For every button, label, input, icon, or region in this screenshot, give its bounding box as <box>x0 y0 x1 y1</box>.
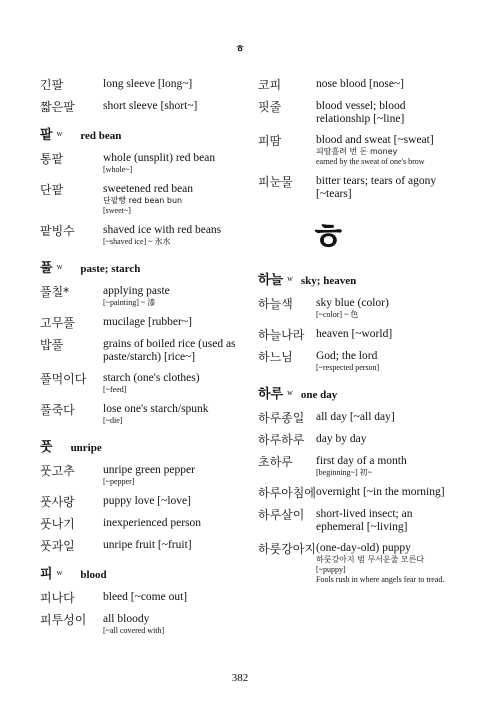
entry-note: [~puppy] <box>316 565 346 574</box>
entry-row <box>40 316 245 330</box>
headword-row <box>258 383 458 402</box>
entry-row <box>258 175 458 201</box>
entry-example: 피땀흘려 번 돈 money <box>316 147 398 156</box>
entry-row <box>40 100 245 114</box>
entry-gloss <box>103 224 245 247</box>
entry-row <box>40 338 245 364</box>
entry-gloss-text: bitter tears; tears of agony [~tears] <box>316 175 437 200</box>
entry-note: [~die] <box>103 416 123 425</box>
entry-note: [~respected person] <box>316 363 380 372</box>
headword: 팥 <box>40 128 53 143</box>
entry-gloss-text: starch (one's clothes) <box>103 372 200 384</box>
entry-row <box>258 433 458 447</box>
entry-gloss <box>316 134 458 167</box>
entry-gloss-text: shaved ice with red beans <box>103 224 222 236</box>
entry-gloss-text: (one-day-old) puppy <box>316 542 411 554</box>
entry-gloss <box>316 78 458 91</box>
entry-gloss <box>103 613 245 636</box>
entry-word: 하느님 <box>258 350 293 364</box>
entry-gloss-text: day by day <box>316 433 367 445</box>
entry-gloss <box>103 316 245 329</box>
entry-row <box>40 495 245 509</box>
entry-row <box>258 455 458 478</box>
word-type-marker: w <box>287 274 293 283</box>
entry-gloss <box>316 433 458 446</box>
right-column-bottom <box>258 269 458 585</box>
entry-gloss-text: nose blood [nose~] <box>316 78 404 90</box>
entry-gloss-text: lose one's starch/spunk <box>103 403 209 415</box>
entry-gloss-text: short-lived insect; an ephemeral [~living] <box>316 508 413 533</box>
entry-gloss-text: unripe fruit [~fruit] <box>103 539 192 551</box>
entry-row <box>258 411 458 425</box>
entry-gloss <box>103 403 245 426</box>
entry-word: 단팥 <box>40 183 64 197</box>
entry-word: 피눈물 <box>258 175 293 189</box>
word-type-marker: w <box>56 568 63 577</box>
entry-gloss <box>103 152 245 175</box>
entry-gloss-text: grains of boiled rice (used as paste/starch) [rice~] <box>103 338 236 363</box>
entry-gloss-text: applying paste <box>103 285 170 297</box>
entry-row <box>40 613 245 636</box>
entry-gloss-text: all bloody <box>103 613 150 625</box>
entry-gloss <box>316 411 458 424</box>
entry-word: 하루종일 <box>258 411 305 425</box>
entry-row <box>40 372 245 395</box>
entry-gloss <box>316 297 458 320</box>
entry-gloss-text: long sleeve [long~] <box>103 78 193 90</box>
entry-word: 긴팔 <box>40 78 64 92</box>
entry-example: 단팥빵 red bean bun <box>103 196 183 205</box>
entry-gloss-text: God; the lord <box>316 350 378 362</box>
entry-word: 핏줄 <box>258 100 282 114</box>
headword-row <box>40 257 245 276</box>
entry-word: 밥풀 <box>40 338 64 352</box>
right-column <box>258 78 458 593</box>
entry-example: 하룻강아지 범 무서운줄 모른다 <box>316 555 425 564</box>
entry-note: earned by the sweat of one's brow <box>316 157 425 166</box>
word-type-marker: w <box>56 262 63 271</box>
entry-word: 피땀 <box>258 134 282 148</box>
entry-gloss <box>316 175 458 201</box>
headword: 풀 <box>40 261 53 276</box>
headword-gloss: one day <box>300 389 338 401</box>
entry-gloss-text: whole (unsplit) red bean <box>103 152 216 164</box>
entry-gloss <box>316 328 458 341</box>
entry-gloss <box>103 285 245 308</box>
entry-gloss <box>103 517 245 530</box>
entry-word: 풀칠* <box>40 285 70 299</box>
entry-row <box>258 508 458 534</box>
entry-row <box>258 78 458 92</box>
headword: 하루 <box>258 387 284 402</box>
entry-row <box>40 464 245 487</box>
entry-note: [~shaved ice] ~ 氷水 <box>103 237 171 246</box>
entry-gloss <box>103 539 245 552</box>
entry-gloss <box>103 100 245 113</box>
entry-word: 하루아침에 <box>258 486 316 500</box>
entry-gloss-text: blood and sweat [~sweat] <box>316 134 434 146</box>
headword: 피 <box>40 567 53 582</box>
word-type-marker: w <box>56 129 63 138</box>
entry-row <box>258 100 458 126</box>
headword-gloss: unripe <box>70 442 102 454</box>
page-number: 382 <box>231 672 249 684</box>
headword-gloss: paste; starch <box>80 263 141 275</box>
entry-note: [~painting] ~ 漆 <box>103 298 156 307</box>
entry-row <box>40 78 245 92</box>
entry-note: [~color] ~ 色 <box>316 310 359 319</box>
entry-row <box>258 350 458 373</box>
entry-row <box>40 539 245 553</box>
left-column <box>40 78 245 644</box>
entry-gloss <box>316 100 458 126</box>
headword-gloss: blood <box>80 569 107 581</box>
entry-word: 피투성이 <box>40 613 87 627</box>
entry-word: 하루살이 <box>258 508 305 522</box>
headword-row <box>258 269 458 288</box>
entry-word: 통팥 <box>40 152 64 166</box>
right-column-top <box>258 78 458 201</box>
entry-gloss <box>103 372 245 395</box>
entry-gloss-text: heaven [~world] <box>316 328 393 340</box>
entry-word: 초하루 <box>258 455 293 469</box>
entry-row <box>40 224 245 247</box>
entry-word: 풋과일 <box>40 539 75 553</box>
entry-row <box>258 134 458 167</box>
entry-gloss-text: unripe green pepper <box>103 464 195 476</box>
headword: 풋 <box>40 440 53 455</box>
entry-gloss <box>103 495 245 508</box>
entry-note: [whole~] <box>103 165 133 174</box>
entry-note: [beginning~] 初~ <box>316 468 372 477</box>
entry-gloss-text: sweetened red bean <box>103 183 194 195</box>
entry-gloss-text: first day of a month <box>316 455 407 467</box>
word-type-marker: w <box>287 388 293 397</box>
entry-gloss <box>103 338 245 364</box>
entry-word: 풀죽다 <box>40 403 75 417</box>
entry-note: [~pepper] <box>103 477 135 486</box>
entry-row <box>258 486 458 500</box>
entry-row <box>40 591 245 605</box>
headword: 하늘 <box>258 273 284 288</box>
entry-word: 팥빙수 <box>40 224 75 238</box>
entry-gloss <box>316 508 458 534</box>
headword-row <box>40 436 245 455</box>
entry-note: [~all covered with] <box>103 626 165 635</box>
entry-gloss-text: bleed [~come out] <box>103 591 188 603</box>
entry-row <box>258 542 458 585</box>
entry-gloss-text: short sleeve [short~] <box>103 100 198 112</box>
entry-word: 풋나기 <box>40 517 75 531</box>
entry-word: 고무풀 <box>40 316 75 330</box>
entry-gloss <box>103 78 245 91</box>
entry-row <box>40 285 245 308</box>
entry-gloss <box>316 486 458 499</box>
entry-row <box>40 152 245 175</box>
entry-gloss-text: inexperienced person <box>103 517 202 529</box>
entry-gloss <box>316 455 458 478</box>
headword-gloss: red bean <box>80 130 122 142</box>
entry-word: 풀먹이다 <box>40 372 87 386</box>
entry-gloss-text: blood vessel; blood relationship [~line] <box>316 100 406 125</box>
entry-example-translation: Fools rush in where angels fear to tread. <box>316 575 445 584</box>
page-header: ㅎ <box>235 44 245 55</box>
entry-word: 풋고추 <box>40 464 75 478</box>
entry-word: 하루하루 <box>258 433 305 447</box>
entry-word: 피나다 <box>40 591 75 605</box>
headword-gloss: sky; heaven <box>300 275 357 287</box>
section-letter: ㅎ <box>309 215 347 259</box>
entry-note: [~feed] <box>103 385 127 394</box>
entry-gloss-text: sky blue (color) <box>316 297 389 309</box>
entry-word: 하늘색 <box>258 297 293 311</box>
entry-gloss <box>103 183 245 216</box>
entry-gloss <box>316 542 458 585</box>
entry-row <box>40 403 245 426</box>
entry-note: [sweet~] <box>103 206 131 215</box>
entry-row <box>40 517 245 531</box>
entry-row <box>258 297 458 320</box>
entry-word: 풋사랑 <box>40 495 75 509</box>
entry-word: 하늘나라 <box>258 328 305 342</box>
entry-word: 짧은팔 <box>40 100 75 114</box>
entry-row <box>40 183 245 216</box>
entry-word: 코피 <box>258 78 282 92</box>
entry-gloss <box>316 350 458 373</box>
entry-gloss-text: all day [~all day] <box>316 411 395 423</box>
entry-gloss <box>103 591 245 604</box>
entry-gloss-text: puppy love [~love] <box>103 495 191 507</box>
entry-word: 하룻강아지 <box>258 542 316 556</box>
entry-gloss-text: mucilage [rubber~] <box>103 316 192 328</box>
entry-row <box>258 328 458 342</box>
entry-gloss <box>103 464 245 487</box>
headword-row <box>40 563 245 582</box>
headword-row <box>40 124 245 143</box>
entry-gloss-text: overnight [~in the morning] <box>316 486 445 498</box>
